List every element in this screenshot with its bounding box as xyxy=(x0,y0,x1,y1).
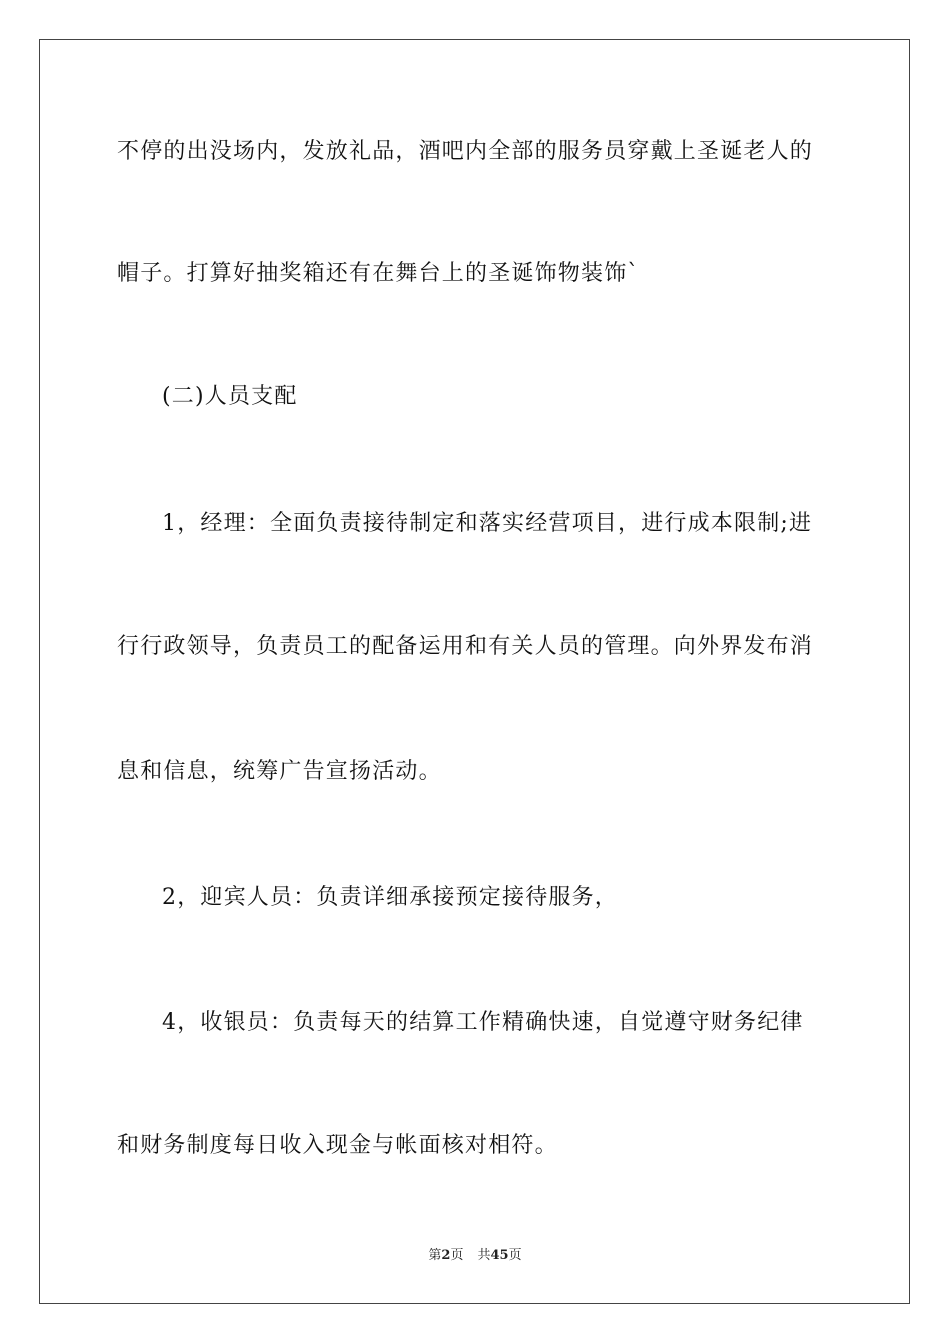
footer-page-prefix: 第 xyxy=(428,1248,442,1263)
footer-total-prefix: 共 xyxy=(477,1248,491,1263)
footer-total-pages: 45 xyxy=(490,1248,509,1263)
body-line-6: 息和信息，统筹广告宣扬活动。 xyxy=(117,759,442,784)
body-line-2: 帽子。打算好抽奖箱还有在舞台上的圣诞饰物装饰` xyxy=(117,261,640,286)
section-heading: (二)人员支配 xyxy=(162,384,298,409)
body-line-9: 和财务制度每日收入现金与帐面核对相符。 xyxy=(117,1133,558,1158)
body-line-4: 1，经理：全面负责接待制定和落实经营项目，进行成本限制;进 xyxy=(162,511,813,536)
footer-page-suffix: 页 xyxy=(450,1248,464,1263)
page-border xyxy=(39,39,910,1304)
body-line-8: 4，收银员：负责每天的结算工作精确快速，自觉遵守财务纪律 xyxy=(162,1010,804,1035)
body-line-7: 2，迎宾人员：负责详细承接预定接待服务， xyxy=(162,885,618,910)
page-footer xyxy=(0,1247,950,1265)
footer-total-suffix: 页 xyxy=(508,1248,522,1263)
footer-page-number: 2 xyxy=(441,1248,451,1263)
body-line-5: 行行政领导，负责员工的配备运用和有关人员的管理。向外界发布消 xyxy=(117,634,814,659)
body-line-1: 不停的出没场内，发放礼品，酒吧内全部的服务员穿戴上圣诞老人的 xyxy=(117,139,814,164)
